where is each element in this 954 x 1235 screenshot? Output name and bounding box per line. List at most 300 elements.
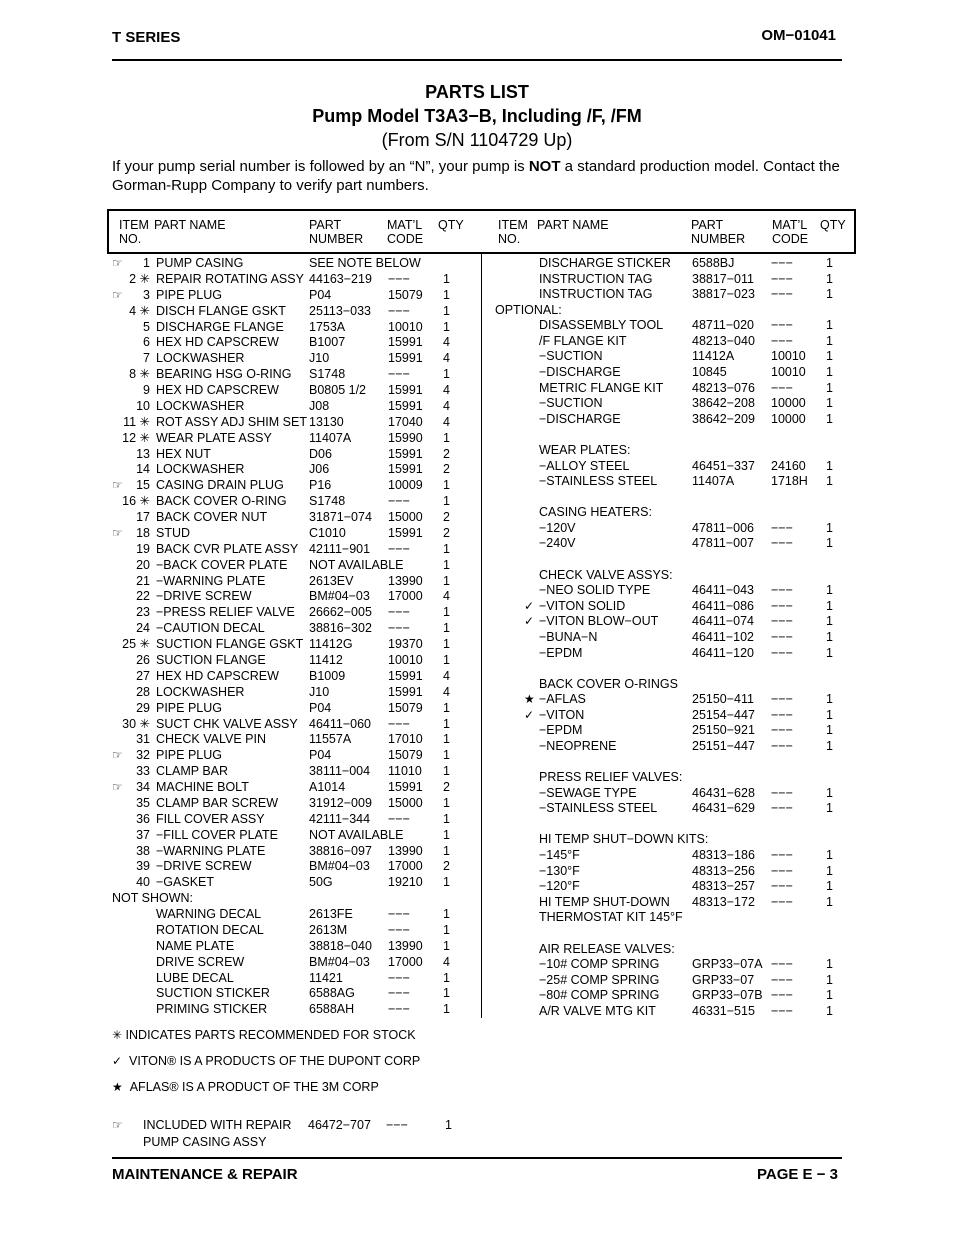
part-name: SUCTION STICKER (156, 986, 270, 1001)
part-number: 38642−209 (692, 411, 755, 426)
table-row (495, 770, 850, 785)
table-row (112, 415, 482, 430)
table-row (495, 739, 850, 754)
part-name: DISCH FLANGE GSKT (156, 303, 286, 318)
material-code: −−− (388, 986, 410, 1001)
part-name: AIR RELEASE VALVES: (539, 941, 675, 956)
section-label: OPTIONAL: (495, 302, 562, 317)
part-name: −ALLOY STEEL (539, 458, 630, 473)
item-number: 4 ✳ (129, 303, 150, 318)
part-name: −DISCHARGE (539, 411, 621, 426)
quantity: 1 (826, 474, 833, 489)
table-row (495, 334, 850, 349)
part-name: −BACK COVER PLATE (156, 557, 288, 572)
part-number: A1014 (309, 780, 346, 795)
part-number: 44163−219 (309, 271, 372, 286)
part-name: HEX NUT (156, 446, 211, 461)
part-name: LUBE DECAL (156, 970, 234, 985)
quantity: 1 (443, 557, 450, 572)
part-name: ROT ASSY ADJ SHIM SET (156, 414, 307, 429)
quantity: 4 (443, 589, 450, 604)
quantity: 4 (443, 383, 450, 398)
quantity: 1 (443, 605, 450, 620)
part-name: −WARNING PLATE (156, 843, 266, 858)
quantity: 1 (443, 287, 450, 302)
part-name: −120V (539, 520, 576, 535)
table-row (495, 521, 850, 536)
table-row (112, 272, 482, 287)
table-row (495, 459, 850, 474)
material-code: −−− (771, 988, 793, 1003)
part-number: P04 (309, 748, 332, 763)
part-name: −SUCTION (539, 396, 603, 411)
part-number: 48313−256 (692, 863, 755, 878)
part-name: −DRIVE SCREW (156, 859, 252, 874)
table-row (112, 844, 482, 859)
table-row (495, 692, 850, 707)
quantity: 1 (826, 365, 833, 380)
part-name: −145°F (539, 848, 580, 863)
page-title: PARTS LIST (425, 82, 529, 102)
part-name: DISCHARGE STICKER (539, 256, 671, 270)
item-number: 25 ✳ (122, 637, 150, 652)
item-number: 38 (136, 843, 150, 858)
part-name: −NEOPRENE (539, 738, 617, 753)
item-number: 12 ✳ (122, 430, 150, 445)
col-item-left: ITEM NO. (119, 218, 149, 246)
part-name: REPAIR ROTATING ASSY (156, 271, 304, 286)
part-number: 11407A (309, 430, 352, 445)
item-number: 24 (136, 621, 150, 636)
material-code: 1718H (771, 474, 808, 489)
part-name: LOCKWASHER (156, 462, 245, 477)
material-code: −−− (771, 629, 793, 644)
material-code: −−− (388, 922, 410, 937)
material-code: −−− (771, 333, 793, 348)
quantity: 4 (443, 954, 450, 969)
header-series: T SERIES (112, 29, 181, 46)
quantity: 1 (826, 723, 833, 738)
quantity: 2 (443, 859, 450, 874)
material-marker-icon: ✓ (524, 614, 535, 629)
table-row (112, 399, 482, 414)
material-code: −−− (771, 380, 793, 395)
material-code: 17000 (388, 954, 423, 969)
part-name: −SEWAGE TYPE (539, 785, 637, 800)
part-number: GRP33−07 (692, 972, 755, 987)
quantity: 1 (826, 583, 833, 598)
table-row (495, 801, 850, 816)
part-number: 47811−006 (692, 520, 754, 535)
material-code: −−− (771, 723, 793, 738)
stock-note: ✳ INDICATES PARTS RECOMMENDED FOR STOCK (112, 1028, 416, 1042)
item-number: 21 (136, 573, 150, 588)
part-number: 11407A (692, 474, 735, 489)
part-name: CLAMP BAR SCREW (156, 795, 279, 810)
quantity: 1 (826, 411, 833, 426)
material-code: 15079 (388, 748, 423, 763)
material-code: 10000 (771, 411, 806, 426)
item-number: 9 (143, 383, 150, 398)
quantity: 1 (826, 629, 833, 644)
part-number: 38816−097 (309, 843, 372, 858)
table-row (495, 957, 850, 972)
table-row (112, 875, 482, 890)
material-code: 10010 (771, 349, 806, 364)
material-code: −−− (388, 367, 410, 382)
material-code: 15000 (388, 795, 423, 810)
quantity: 1 (826, 863, 833, 878)
material-code: −−− (388, 907, 410, 922)
table-row (112, 335, 482, 350)
quantity: 1 (443, 541, 450, 556)
material-code: −−− (388, 271, 410, 286)
table-row (112, 986, 482, 1001)
item-number: 26 (136, 653, 150, 667)
part-number: S1748 (309, 494, 346, 509)
included-marker-icon: ☞ (112, 525, 123, 540)
part-number: J10 (309, 684, 330, 699)
quantity: 1 (826, 256, 833, 270)
part-name: STUD (156, 525, 191, 540)
material-code: 19370 (388, 637, 423, 652)
quantity: 1 (443, 494, 450, 509)
part-name: −VITON (539, 707, 585, 722)
part-name: −BUNA−N (539, 629, 598, 644)
part-number: 2613M (309, 922, 348, 937)
material-code: −−− (771, 271, 793, 286)
footer-section: MAINTENANCE & REPAIR (112, 1166, 298, 1183)
intro-paragraph: If your pump serial number is followed by an “N”, your pump is NOT a standard production model. Contact the Gorman-Rupp Company to verify part numbers. (112, 158, 840, 194)
quantity: 2 (443, 510, 450, 525)
included-marker-icon: ☞ (112, 287, 123, 302)
part-name: HI TEMP SHUT-DOWN (539, 894, 670, 909)
part-number: NOT AVAILABLE (309, 557, 404, 572)
material-code: −−− (771, 520, 793, 535)
header-doc-number: OM−01041 (761, 27, 836, 44)
material-marker-icon: ★ (524, 692, 535, 707)
table-row (112, 526, 482, 541)
col-part-left: PART NUMBER (309, 218, 364, 246)
quantity: 1 (443, 938, 450, 953)
item-number: 34 (136, 780, 150, 795)
part-number: J08 (309, 398, 330, 413)
part-name: THERMOSTAT KIT 145°F (539, 910, 683, 925)
table-row (112, 431, 482, 446)
material-code: 13990 (388, 843, 423, 858)
part-name: WEAR PLATE ASSY (156, 430, 272, 445)
material-code: 15000 (388, 510, 423, 525)
part-number: 6588AH (309, 1002, 355, 1017)
material-code: −−− (388, 811, 410, 826)
part-name: WEAR PLATES: (539, 442, 631, 457)
part-name: A/R VALVE MTG KIT (539, 1003, 656, 1018)
part-number: BM#04−03 (309, 589, 370, 604)
table-row (495, 490, 850, 505)
item-number: 6 (143, 335, 150, 350)
part-number: 2613FE (309, 907, 353, 922)
material-code: −−− (771, 692, 793, 707)
table-row (112, 828, 482, 843)
part-number: 25154−447 (692, 707, 755, 722)
col-item-right: ITEM NO. (498, 218, 528, 246)
item-number: 22 (136, 589, 150, 604)
quantity: 1 (443, 875, 450, 890)
material-code: −−− (388, 494, 410, 509)
part-name: DRIVE SCREW (156, 954, 245, 969)
col-qty-right: QTY (820, 218, 846, 232)
material-code: −−− (771, 583, 793, 598)
quantity: 1 (443, 795, 450, 810)
part-number: 25150−411 (692, 692, 754, 707)
quantity: 1 (443, 367, 450, 382)
part-number: P16 (309, 478, 332, 493)
part-number: 47811−007 (692, 536, 754, 551)
table-row (112, 558, 482, 573)
table-row (112, 669, 482, 684)
item-number: 40 (136, 875, 150, 890)
table-row (112, 653, 482, 668)
part-name: PIPE PLUG (156, 748, 222, 763)
included-marker-icon: ☞ (112, 780, 123, 795)
material-code: 15991 (388, 668, 423, 683)
material-code: 15991 (388, 335, 423, 350)
part-name: −DRIVE SCREW (156, 589, 252, 604)
item-number: 16 ✳ (122, 494, 150, 509)
item-number: 39 (136, 859, 150, 874)
included-marker-icon: ☞ (112, 478, 123, 493)
quantity: 4 (443, 398, 450, 413)
table-row (495, 614, 850, 629)
table-row (495, 381, 850, 396)
table-row (495, 303, 850, 318)
part-name: −25# COMP SPRING (539, 972, 660, 987)
quantity: 1 (826, 692, 833, 707)
material-code: 15991 (388, 383, 423, 398)
quantity: 1 (443, 732, 450, 747)
part-number: 11412G (309, 637, 353, 652)
part-number: S1748 (309, 367, 346, 382)
material-code: −−− (771, 972, 793, 987)
part-number: B1009 (309, 668, 346, 683)
table-row (112, 256, 482, 271)
part-name: BACK COVER O-RING (156, 494, 287, 509)
material-code: −−− (771, 879, 793, 894)
part-name: BACK CVR PLATE ASSY (156, 541, 299, 556)
part-name: BACK COVER O-RINGS (539, 676, 678, 691)
material-code: −−− (771, 287, 793, 302)
item-number: 19 (136, 541, 150, 556)
table-row (495, 599, 850, 614)
part-number: 11412A (692, 349, 735, 364)
material-code: −−− (771, 957, 793, 972)
quantity: 2 (443, 525, 450, 540)
item-number: 23 (136, 605, 150, 620)
table-row (112, 304, 482, 319)
material-code: 15990 (388, 430, 423, 445)
item-number: 18 (136, 525, 150, 540)
table-row (495, 568, 850, 583)
part-name: CASING DRAIN PLUG (156, 478, 284, 493)
viton-note: ✓ VITON® IS A PRODUCTS OF THE DUPONT CORP (112, 1054, 421, 1068)
part-name: −AFLAS (539, 692, 586, 707)
part-name: −NEO SOLID TYPE (539, 583, 651, 598)
col-part-right: PART NUMBER (691, 218, 746, 246)
material-code: 17040 (388, 414, 423, 429)
part-name: CLAMP BAR (156, 764, 229, 779)
table-row (495, 973, 850, 988)
table-row (112, 542, 482, 557)
table-row (495, 646, 850, 661)
table-row (112, 748, 482, 763)
quantity: 4 (443, 351, 450, 366)
material-code: 15991 (388, 780, 423, 795)
part-name: HI TEMP SHUT−DOWN KITS: (539, 832, 709, 847)
material-marker-icon: ✓ (524, 598, 535, 613)
quantity: 1 (443, 653, 450, 667)
serial-range: (From S/N 1104729 Up) (381, 130, 573, 150)
quantity: 1 (443, 716, 450, 731)
table-row (112, 796, 482, 811)
part-number: 50G (309, 875, 333, 890)
quantity: 2 (443, 462, 450, 477)
item-number: 11 ✳ (123, 414, 150, 429)
table-row (495, 879, 850, 894)
table-row (495, 910, 850, 925)
material-code: 10009 (388, 478, 423, 493)
quantity: 1 (443, 811, 450, 826)
part-number: 46411−086 (692, 598, 754, 613)
material-code: 15079 (388, 700, 423, 715)
part-name: PUMP CASING (156, 256, 244, 270)
quantity: 1 (826, 318, 833, 333)
quantity: 1 (443, 637, 450, 652)
part-number: 38818−040 (309, 938, 372, 953)
material-code: −−− (771, 256, 793, 270)
table-row (112, 589, 482, 604)
pointing-hand-icon: ☞ (112, 1118, 123, 1132)
table-row (495, 412, 850, 427)
part-number: 13130 (309, 414, 344, 429)
table-row (112, 574, 482, 589)
table-row (495, 365, 850, 380)
table-row (495, 677, 850, 692)
part-number: 42111−901 (309, 541, 371, 556)
item-number: 32 (136, 748, 150, 763)
quantity: 1 (443, 764, 450, 779)
material-code: 10010 (388, 653, 423, 667)
item-number: 7 (143, 351, 150, 366)
part-number: D06 (309, 446, 332, 461)
material-code: −−− (771, 598, 793, 613)
table-row (112, 288, 482, 303)
part-number: 11412 (309, 653, 343, 667)
table-row (495, 536, 850, 551)
part-name: CHECK VALVE ASSYS: (539, 567, 673, 582)
table-row (495, 723, 850, 738)
table-row (112, 685, 482, 700)
material-code: −−− (771, 318, 793, 333)
quantity: 1 (826, 598, 833, 613)
quantity: 1 (443, 271, 450, 286)
item-number: 13 (136, 446, 150, 461)
section-label: NOT SHOWN: (112, 891, 194, 906)
item-number: 10 (136, 398, 150, 413)
part-number: 46411−102 (692, 629, 754, 644)
quantity: 1 (443, 843, 450, 858)
item-number: 36 (136, 811, 150, 826)
quantity: 1 (826, 957, 833, 972)
part-number: 31912−009 (309, 795, 372, 810)
part-number: BM#04−03 (309, 859, 370, 874)
part-name: ROTATION DECAL (156, 922, 264, 937)
table-row (112, 780, 482, 795)
item-number: 2 ✳ (129, 271, 150, 286)
table-row (495, 942, 850, 957)
part-number: 11421 (309, 970, 343, 985)
quantity: 1 (443, 319, 450, 334)
quantity: 1 (443, 430, 450, 445)
part-number: 6588BJ (692, 256, 735, 270)
part-number: 38817−011 (692, 271, 754, 286)
part-number: 46411−074 (692, 614, 754, 629)
material-code: 17000 (388, 589, 423, 604)
part-name: WARNING DECAL (156, 907, 262, 922)
part-number: 42111−344 (309, 811, 371, 826)
material-code: −−− (771, 645, 793, 660)
item-number: 28 (136, 684, 150, 699)
table-row (495, 832, 850, 847)
material-code: −−− (771, 536, 793, 551)
quantity: 4 (443, 684, 450, 699)
part-number: 1753A (309, 319, 346, 334)
table-row (112, 383, 482, 398)
table-row (495, 708, 850, 723)
table-row (495, 630, 850, 645)
col-mat-right: MAT’L CODE (772, 218, 809, 246)
material-code: 15991 (388, 446, 423, 461)
quantity: 1 (826, 520, 833, 535)
table-row (112, 764, 482, 779)
material-code: −−− (771, 894, 793, 909)
part-name: −240V (539, 536, 576, 551)
table-row (112, 939, 482, 954)
table-row (112, 812, 482, 827)
table-row (495, 272, 850, 287)
part-number: 10845 (692, 365, 727, 380)
part-number: BM#04−03 (309, 954, 370, 969)
included-marker-icon: ☞ (112, 748, 123, 763)
table-row (495, 926, 850, 941)
quantity: 1 (443, 922, 450, 937)
part-name: −WARNING PLATE (156, 573, 266, 588)
part-number: 48213−076 (692, 380, 755, 395)
quantity: 1 (443, 303, 450, 318)
table-row (112, 1002, 482, 1017)
part-name: −STAINLESS STEEL (539, 474, 658, 489)
table-row (495, 349, 850, 364)
material-code: −−− (771, 707, 793, 722)
material-code: 15991 (388, 462, 423, 477)
part-number: 6588AG (309, 986, 355, 1001)
part-name: BEARING HSG O-RING (156, 367, 292, 382)
material-code: −−− (388, 970, 410, 985)
part-name: PRIMING STICKER (156, 1002, 268, 1017)
part-name: MACHINE BOLT (156, 780, 249, 795)
table-row (495, 505, 850, 520)
table-row (112, 955, 482, 970)
quantity: 1 (443, 970, 450, 985)
